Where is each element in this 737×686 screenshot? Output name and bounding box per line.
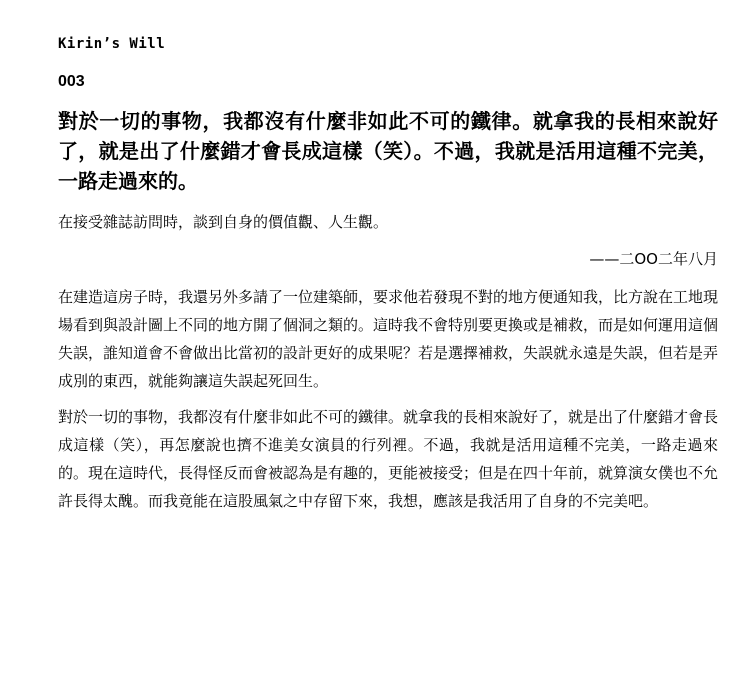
- body-paragraph: 對於一切的事物，我都沒有什麼非如此不可的鐵律。就拿我的長相來說好了，就是出了什麼錯才會長成這樣（笑），再怎麼說也擠不進美女演員的行列裡。不過，我就是活用這種不完美，一路走過來的。現在這時代，長得怪反而會被認為是有趣的，更能被接受；但是在四十年前，就算演女僕也不允許長得太醜。而我竟能在這股風氣之中存留下來，我想，應該是我活用了自身的不完美吧。: [58, 408, 719, 510]
- document-page: [58, 34, 718, 523]
- body-paragraph: 在建造這房子時，我還另外多請了一位建築師，要求他若發現不對的地方便通知我，比方說在工地現場看到與設計圖上不同的地方開了個洞之類的。這時我不會特別要更換或是補救，而是如何運用這個失誤，誰知道會不會做出比當初的設計更好的成果呢？若是選擇補救，失誤就永遠是失誤，但若是弄成別的東西，就能夠讓這失誤起死回生。: [58, 288, 719, 390]
- interview-context: 在接受雜誌訪問時，談到自身的價值觀、人生觀。: [58, 213, 389, 231]
- date-line: ——二OO二年八月: [589, 250, 718, 268]
- series-title: Kirin’s Will: [58, 36, 166, 52]
- chapter-number: 003: [58, 73, 85, 90]
- pull-quote: 對於一切的事物，我都沒有什麼非如此不可的鐵律。就拿我的長相來說好了，就是出了什麼錯才會長成這樣（笑）。不過，我就是活用這種不完美，一路走過來的。: [58, 109, 718, 193]
